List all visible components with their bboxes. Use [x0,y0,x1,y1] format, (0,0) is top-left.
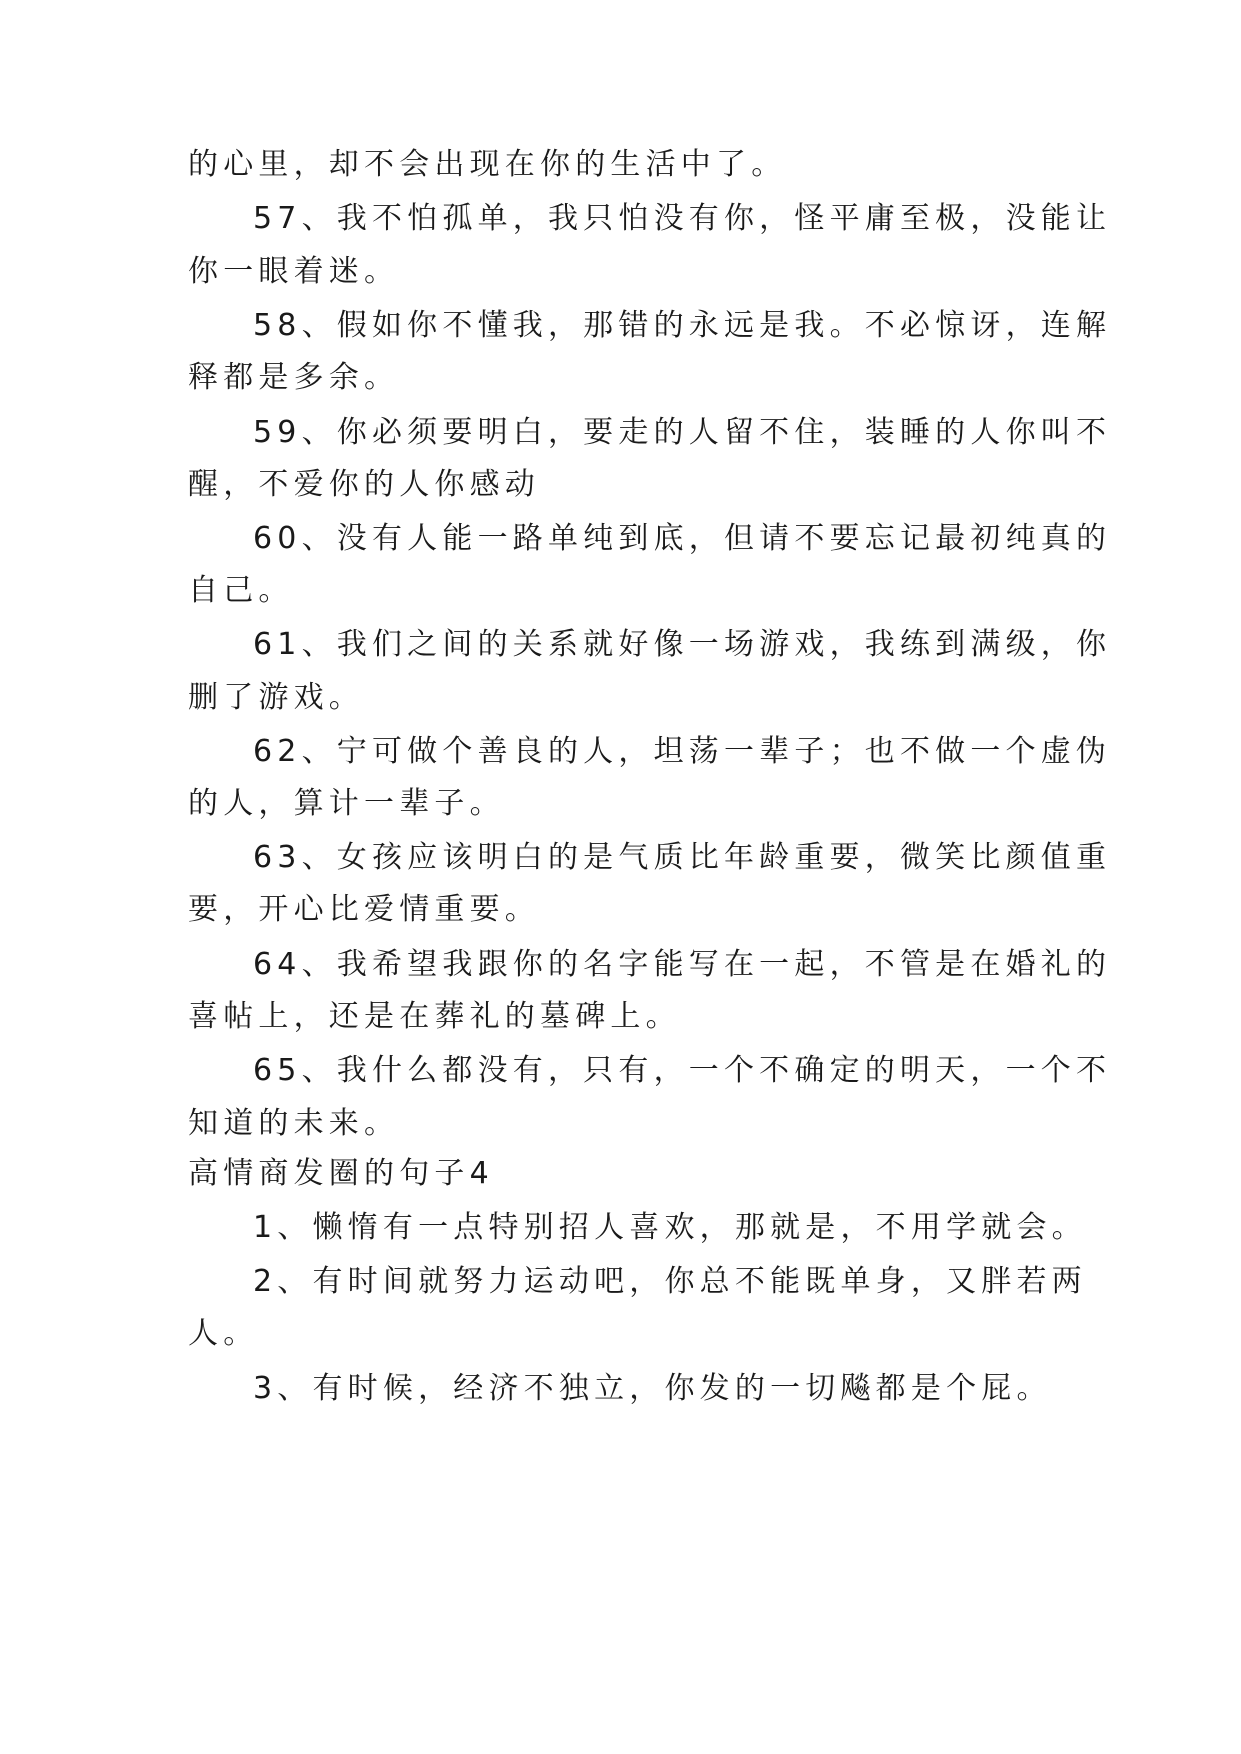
text-line: 的人，算计一辈子。 [188,786,505,821]
text-line: 喜帖上，还是在葬礼的墓碑上。 [188,999,681,1034]
list-item-59: 59、你必须要明白，要走的人留不住，装睡的人你叫不 [253,415,1112,450]
list-item-62: 62、宁可做个善良的人，坦荡一辈子；也不做一个虚伪 [253,734,1112,769]
text-line: 醒，不爱你的人你感动 [188,467,540,502]
text-line: 人。 [188,1316,259,1351]
text-line: 释都是多余。 [188,360,400,395]
list-item-57: 57、我不怕孤单，我只怕没有你，怪平庸至极，没能让 [253,201,1112,236]
list-item-58: 58、假如你不懂我，那错的永远是我。不必惊讶，连解 [253,308,1112,343]
text-line: 要，开心比爱情重要。 [188,892,540,927]
text-line: 你一眼着迷。 [188,254,400,289]
list-item-63: 63、女孩应该明白的是气质比年龄重要，微笑比颜值重 [253,840,1112,875]
list-item-61: 61、我们之间的关系就好像一场游戏，我练到满级，你 [253,627,1112,662]
list-item-2: 2、有时间就努力运动吧，你总不能既单身，又胖若两 [253,1264,1087,1299]
list-item-1: 1、懒惰有一点特别招人喜欢，那就是，不用学就会。 [253,1210,1087,1245]
text-line: 的心里，却不会出现在你的生活中了。 [188,147,787,182]
text-line: 自己。 [188,573,294,608]
list-item-3: 3、有时候，经济不独立，你发的一切飚都是个屁。 [253,1371,1052,1406]
list-item-64: 64、我希望我跟你的名字能写在一起，不管是在婚礼的 [253,947,1112,982]
text-line: 知道的未来。 [188,1106,400,1141]
text-line: 删了游戏。 [188,680,364,715]
list-item-65: 65、我什么都没有，只有，一个不确定的明天，一个不 [253,1053,1112,1088]
section-heading: 高情商发圈的句子4 [188,1156,494,1191]
list-item-60: 60、没有人能一路单纯到底，但请不要忘记最初纯真的 [253,521,1112,556]
